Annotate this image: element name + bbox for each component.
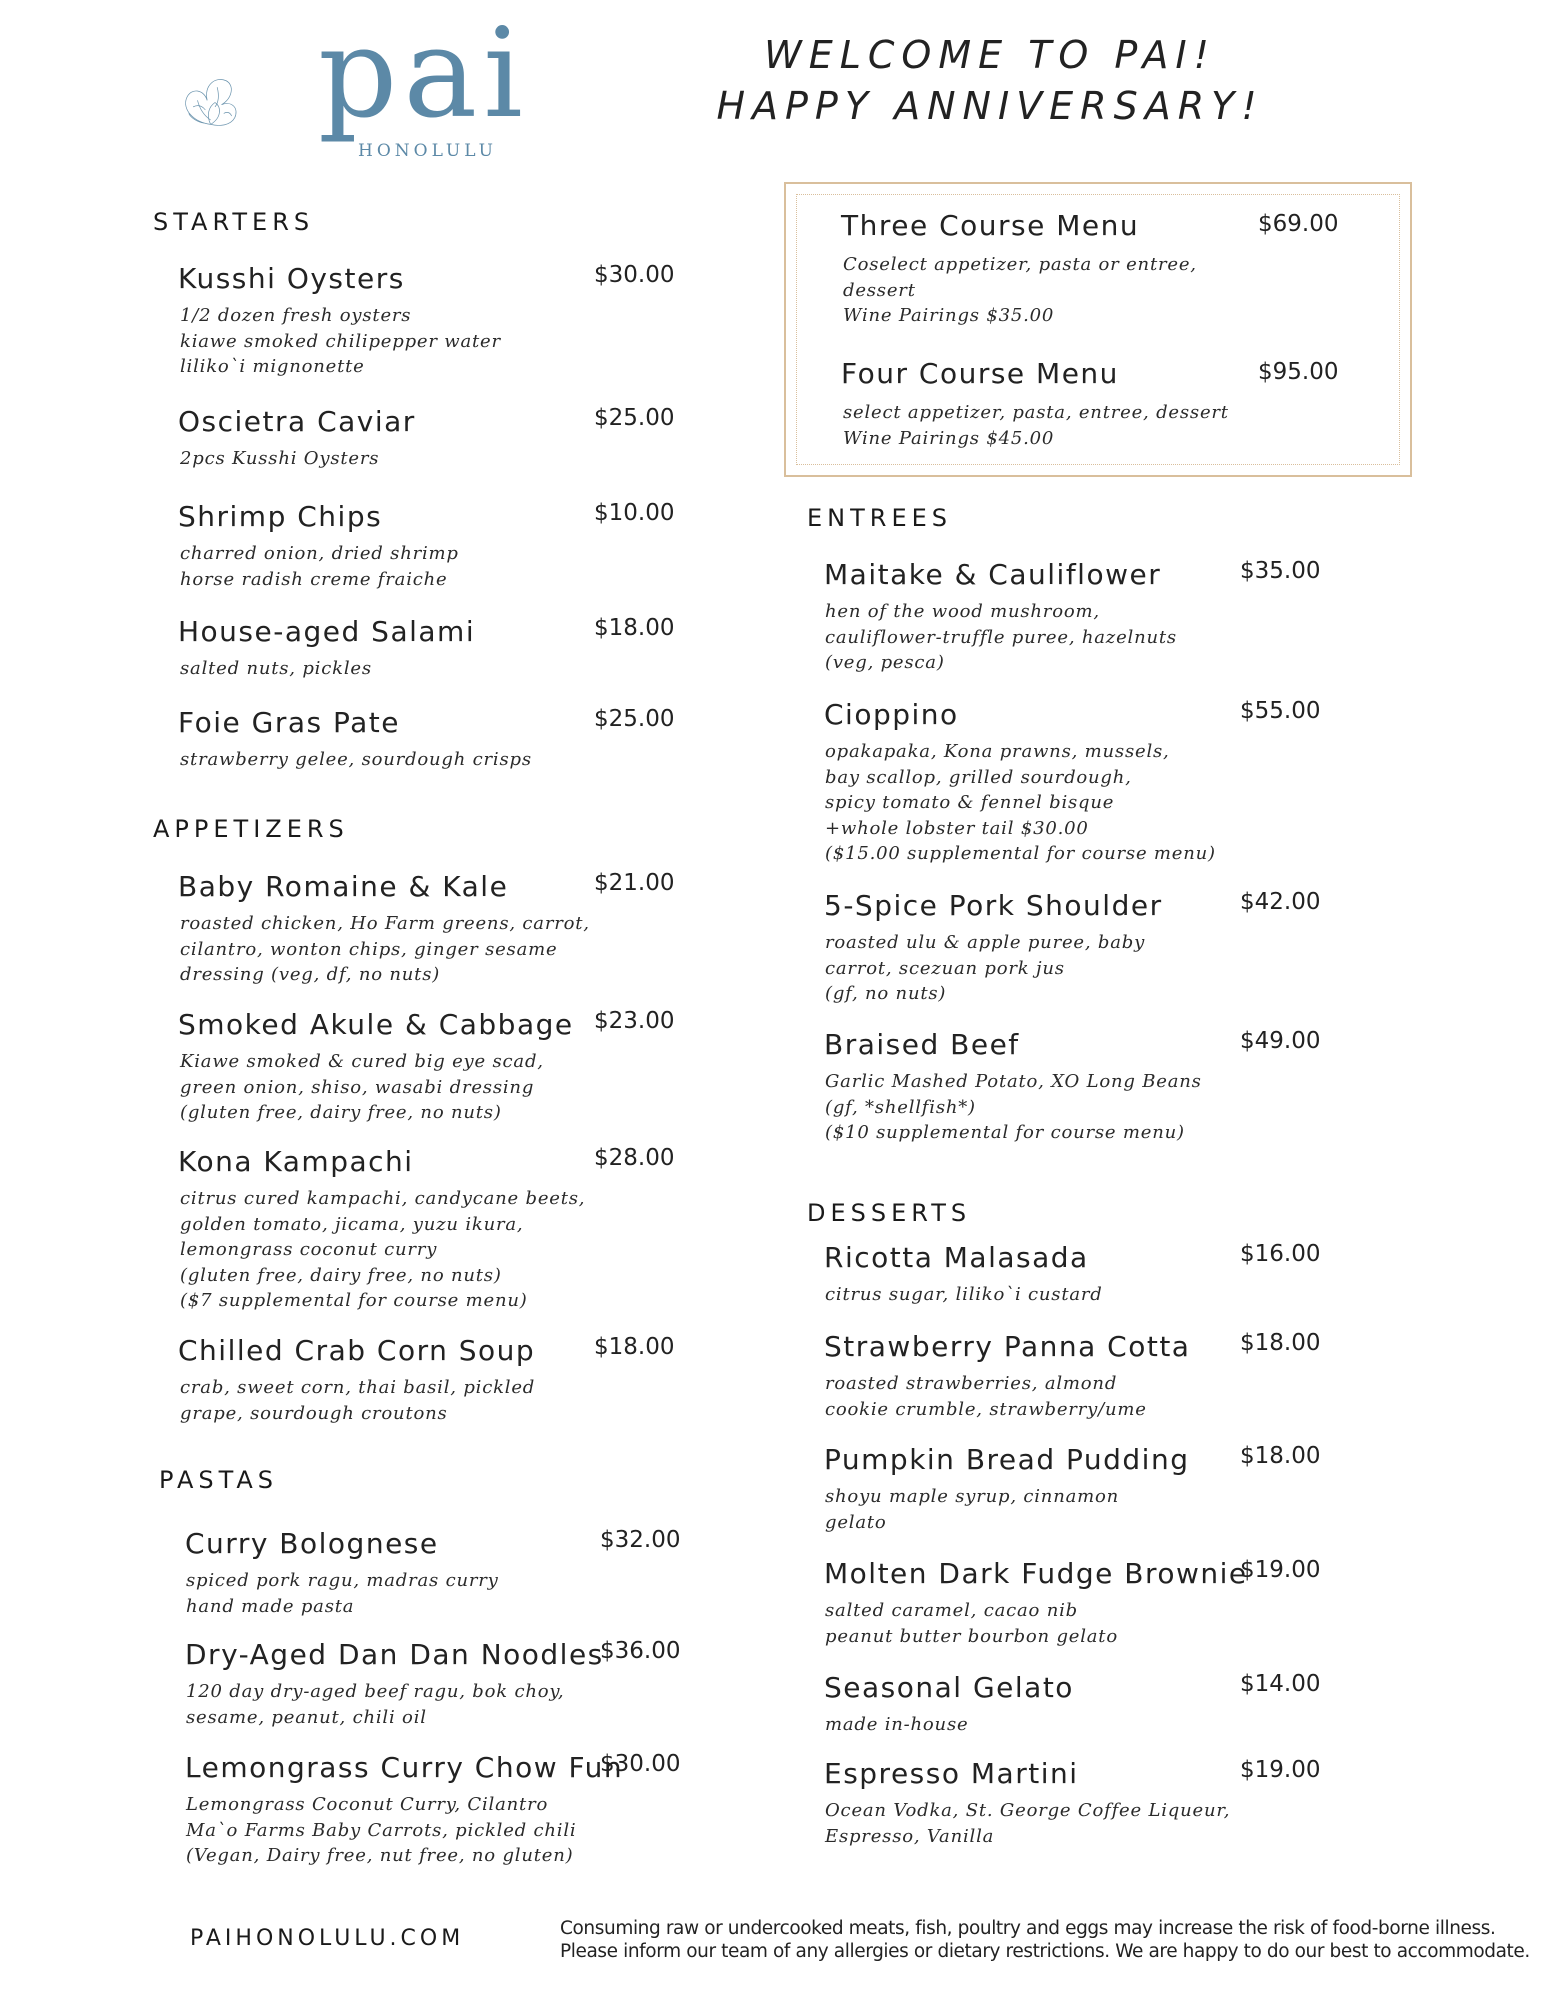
menu-item-name: House-aged Salami <box>178 615 476 648</box>
logo-wordmark: pai <box>318 2 529 146</box>
menu-item-name: Curry Bolognese <box>185 1527 439 1560</box>
menu-item-name: Smoked Akule & Cabbage <box>178 1008 574 1041</box>
menu-item-name: Oscietra Caviar <box>178 405 416 438</box>
four-course-price: $95.00 <box>1258 359 1339 385</box>
menu-item-price: $18.00 <box>1240 1443 1321 1469</box>
menu-item-desc: spiced pork ragu, madras curry hand made pasta <box>186 1570 499 1617</box>
menu-item-desc: made in-house <box>825 1714 969 1735</box>
menu-item-price: $30.00 <box>600 1751 681 1777</box>
menu-item-name: Espresso Martini <box>824 1757 1079 1790</box>
section-title-desserts: DESSERTS <box>807 1199 972 1227</box>
menu-item-price: $55.00 <box>1240 698 1321 724</box>
menu-item-desc: 120 day dry-aged beef ragu, bok choy, sesame, peanut, chili oil <box>186 1681 565 1728</box>
menu-item-name: Ricotta Malasada <box>824 1241 1089 1274</box>
menu-item-price: $49.00 <box>1240 1028 1321 1054</box>
section-title-entrees: ENTREES <box>807 504 953 532</box>
menu-item-price: $30.00 <box>594 262 675 288</box>
menu-item-desc: 1/2 dozen fresh oysters kiawe smoked chilipepper water liliko`i mignonette <box>180 305 501 377</box>
menu-item-desc: opakapaka, Kona prawns, mussels, bay scallop, grilled sourdough, spicy tomato & fennel bisque +whole lobster tail $30.00 ($15.00 supplemental for course menu) <box>825 741 1216 864</box>
menu-item-desc: Lemongrass Coconut Curry, Cilantro Ma`o Farms Baby Carrots, pickled chili (Vegan, Dairy free, nut free, no gluten) <box>186 1794 577 1866</box>
menu-item-name: Maitake & Cauliflower <box>824 558 1162 591</box>
four-course-name: Four Course Menu <box>841 357 1119 390</box>
menu-item-desc: salted caramel, cacao nib peanut butter bourbon gelato <box>825 1600 1118 1647</box>
menu-item-price: $32.00 <box>600 1527 681 1553</box>
welcome-heading <box>680 30 1300 132</box>
menu-item-desc: roasted ulu & apple puree, baby carrot, scezuan pork jus (gf, no nuts) <box>825 932 1146 1004</box>
menu-item-price: $18.00 <box>1240 1330 1321 1356</box>
menu-item-price: $10.00 <box>594 500 675 526</box>
menu-item-name: Pumpkin Bread Pudding <box>824 1443 1190 1476</box>
menu-item-desc: Ocean Vodka, St. George Coffee Liqueur, Espresso, Vanilla <box>825 1800 1231 1847</box>
menu-item-name: Cioppino <box>824 698 959 731</box>
menu-item-desc: crab, sweet corn, thai basil, pickled grape, sourdough croutons <box>180 1377 536 1424</box>
menu-item-price: $18.00 <box>594 1334 675 1360</box>
menu-item-desc: citrus cured kampachi, candycane beets, golden tomato, jicama, yuzu ikura, lemongrass coconut curry (gluten free, dairy free, no nuts) ($7 supplemental for course menu) <box>180 1188 586 1311</box>
menu-item-desc: charred onion, dried shrimp horse radish creme fraiche <box>180 543 459 590</box>
section-title-starters: STARTERS <box>153 208 315 236</box>
section-title-appetizers: APPETIZERS <box>153 815 349 843</box>
menu-item-price: $25.00 <box>594 405 675 431</box>
menu-item-price: $28.00 <box>594 1145 675 1171</box>
section-title-pastas: PASTAS <box>159 1466 279 1494</box>
menu-item-price: $21.00 <box>594 870 675 896</box>
welcome-line: WELCOME TO PAI! <box>764 33 1216 77</box>
allergy-disclaimer: Consuming raw or undercooked meats, fish, poultry and eggs may increase the risk of food-borne illness. Please inform our team of any allergies or dietary restrictions. We are happy to do our best to accommodate. <box>560 1918 1530 1962</box>
menu-item-name: Lemongrass Curry Chow Fun <box>185 1751 624 1784</box>
menu-item-desc: hen of the wood mushroom, cauliflower-truffle puree, hazelnuts (veg, pesca) <box>825 601 1177 673</box>
menu-item-name: Seasonal Gelato <box>824 1671 1074 1704</box>
menu-item-price: $36.00 <box>600 1638 681 1664</box>
three-course-name: Three Course Menu <box>841 209 1140 242</box>
menu-item-price: $42.00 <box>1240 889 1321 915</box>
menu-item-desc: shoyu maple syrup, cinnamon gelato <box>825 1486 1120 1533</box>
menu-item-name: Dry-Aged Dan Dan Noodles <box>185 1638 604 1671</box>
menu-item-desc: citrus sugar, liliko`i custard <box>825 1284 1103 1305</box>
menu-item-price: $19.00 <box>1240 1557 1321 1583</box>
three-course-price: $69.00 <box>1258 211 1339 237</box>
menu-item-desc: roasted chicken, Ho Farm greens, carrot, cilantro, wonton chips, ginger sesame dressing (veg, df, no nuts) <box>180 913 590 985</box>
menu-item-desc: roasted strawberries, almond cookie crumble, strawberry/ume <box>825 1373 1147 1420</box>
menu-item-name: 5-Spice Pork Shoulder <box>824 889 1163 922</box>
menu-item-price: $23.00 <box>594 1008 675 1034</box>
menu-item-name: Chilled Crab Corn Soup <box>178 1334 536 1367</box>
menu-item-price: $25.00 <box>594 706 675 732</box>
flower-logo-icon <box>180 40 320 165</box>
website-link[interactable]: PAIHONOLULU.COM <box>190 1926 465 1951</box>
menu-item-price: $35.00 <box>1240 558 1321 584</box>
menu-item-desc: Kiawe smoked & cured big eye scad, green onion, shiso, wasabi dressing (gluten free, dairy free, no nuts) <box>180 1051 544 1123</box>
four-course-desc: select appetizer, pasta, entree, dessert Wine Pairings $45.00 <box>843 402 1229 449</box>
menu-item-desc: strawberry gelee, sourdough crisps <box>180 749 532 770</box>
three-course-desc: Coselect appetizer, pasta or entree, dessert Wine Pairings $35.00 <box>843 254 1197 326</box>
menu-item-name: Baby Romaine & Kale <box>178 870 509 903</box>
menu-item-desc: salted nuts, pickles <box>180 658 372 679</box>
menu-item-price: $18.00 <box>594 615 675 641</box>
logo-subtitle: HONOLULU <box>358 141 497 161</box>
menu-item-name: Molten Dark Fudge Brownie <box>824 1557 1248 1590</box>
menu-item-name: Kusshi Oysters <box>178 262 405 295</box>
menu-item-name: Strawberry Panna Cotta <box>824 1330 1191 1363</box>
menu-item-name: Kona Kampachi <box>178 1145 414 1178</box>
menu-item-desc: 2pcs Kusshi Oysters <box>180 448 380 469</box>
menu-item-name: Foie Gras Pate <box>178 706 400 739</box>
menu-item-price: $16.00 <box>1240 1241 1321 1267</box>
menu-item-price: $19.00 <box>1240 1757 1321 1783</box>
anniversary-line: HAPPY ANNIVERSARY! <box>716 84 1264 128</box>
menu-item-name: Braised Beef <box>824 1028 1020 1061</box>
menu-item-price: $14.00 <box>1240 1671 1321 1697</box>
menu-item-name: Shrimp Chips <box>178 500 383 533</box>
menu-item-desc: Garlic Mashed Potato, XO Long Beans (gf, *shellfish*) ($10 supplemental for course menu) <box>825 1071 1202 1143</box>
